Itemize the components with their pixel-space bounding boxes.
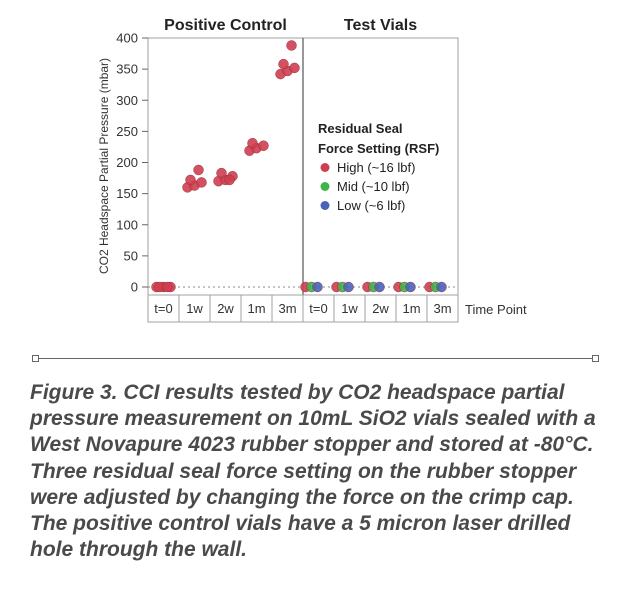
y-tick-label: 300 xyxy=(116,92,138,108)
legend-marker xyxy=(321,163,330,172)
legend-marker xyxy=(321,182,330,191)
y-tick-label: 200 xyxy=(116,155,138,170)
caption-divider xyxy=(36,358,596,359)
data-point xyxy=(163,282,173,292)
divider-handle-right xyxy=(592,355,599,362)
y-tick-label: 0 xyxy=(130,279,138,295)
data-point xyxy=(197,177,207,187)
panel-title: Test Vials xyxy=(343,17,418,34)
x-tick-label: 2w xyxy=(372,301,389,316)
data-point xyxy=(248,138,258,148)
legend-label: Low (~6 lbf) xyxy=(337,198,406,213)
data-point xyxy=(279,59,289,69)
data-point xyxy=(259,141,269,151)
legend-title: Residual Seal xyxy=(318,121,403,136)
y-tick-label: 100 xyxy=(116,217,138,233)
data-point xyxy=(225,175,235,185)
x-tick-label: 1w xyxy=(341,301,358,316)
data-point xyxy=(217,168,227,178)
y-tick-label: 50 xyxy=(123,248,138,264)
y-tick-label: 150 xyxy=(116,186,138,202)
data-point xyxy=(194,165,204,175)
data-point xyxy=(344,282,354,292)
legend-label: High (~16 lbf) xyxy=(337,160,416,175)
chart-layer xyxy=(97,17,527,322)
legend-marker xyxy=(321,201,330,210)
x-tick-label: 1m xyxy=(247,301,266,316)
data-point xyxy=(375,282,385,292)
data-point xyxy=(290,63,300,73)
x-tick-label: t=0 xyxy=(309,301,328,316)
x-tick-label: 3m xyxy=(278,301,297,316)
data-point xyxy=(186,175,196,185)
divider-handle-left xyxy=(32,355,39,362)
data-point xyxy=(287,40,297,50)
x-tick-label: t=0 xyxy=(154,301,173,316)
y-axis-title: CO2 Headspace Partial Pressure (mbar) xyxy=(97,57,111,275)
data-point xyxy=(313,282,323,292)
data-point xyxy=(437,282,447,292)
y-tick-label: 250 xyxy=(116,123,138,139)
x-tick-label: 2w xyxy=(217,301,234,316)
data-point xyxy=(406,282,416,292)
figure-caption: Figure 3. CCI results tested by CO2 headspace partial pressure measurement on 10mL SiO2 vials sealed with a West Novapure 4023 rubber stopper and stored at -80°C. Three residual seal force setting on the rubber stopper were adjusted by changing the force on the crimp cap. The positive control vials have a 5 micron laser drilled hole through the wall. xyxy=(30,381,596,562)
x-tick-label: 1m xyxy=(402,301,421,316)
panel-title: Positive Control xyxy=(164,17,287,34)
legend-label: Mid (~10 lbf) xyxy=(337,179,410,194)
legend-title: Force Setting (RSF) xyxy=(318,141,440,156)
x-axis-title: Time Point xyxy=(465,302,527,317)
y-tick-label: 350 xyxy=(116,61,138,77)
x-tick-label: 1w xyxy=(186,301,203,316)
y-tick-label: 400 xyxy=(116,30,138,46)
x-tick-label: 3m xyxy=(433,301,452,316)
